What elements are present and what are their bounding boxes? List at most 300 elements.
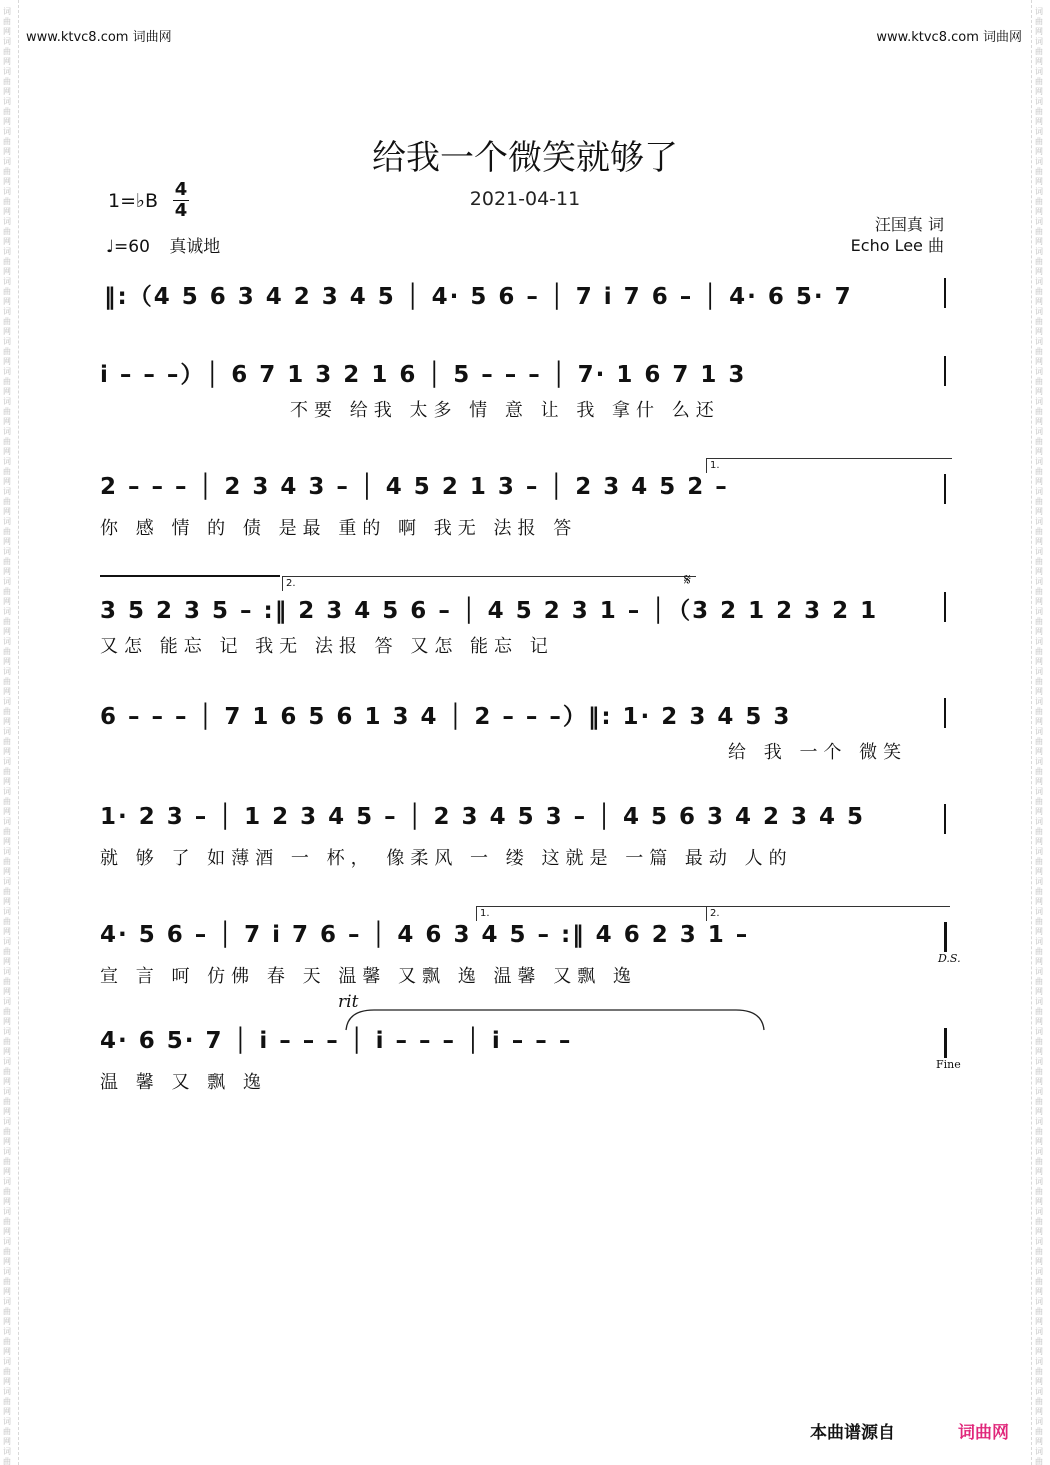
side-watermark-char: 词 [1035,1027,1043,1036]
final-barline [944,922,947,952]
side-watermark-char: 曲 [3,707,11,716]
segno-sign: 𝄋 [684,570,691,589]
side-watermark-char: 词 [3,1297,11,1306]
notation-row-3: 2 – – – │ 2 3 4 3 – │ 4 5 2 1 3 – │ 2 3 4 5 2 – [100,474,729,500]
side-watermark-char: 曲 [3,227,11,236]
notation-row-1: ‖:（4 5 6 3 4 2 3 4 5 │ 4· 5 6 – │ 7 i 7 6 – │ 4· 6 5· 7 [104,284,853,310]
side-watermark-char: 网 [1035,1437,1043,1446]
side-watermark-char: 网 [1035,807,1043,816]
side-watermark-char: 曲 [3,377,11,386]
side-watermark-char: 曲 [3,557,11,566]
side-watermark-char: 词 [3,397,11,406]
side-watermark-char: 词 [1035,1297,1043,1306]
side-watermark-char: 词 [1035,1117,1043,1126]
side-watermark-char: 词 [1035,37,1043,46]
side-watermark-char: 网 [3,237,11,246]
side-watermark-char: 曲 [3,677,11,686]
time-signature [172,180,190,221]
side-watermark-char: 网 [3,1017,11,1026]
notation-row-7: 4· 5 6 – │ 7 i 7 6 – │ 4 6 3 4 5 – :‖ 4 6 2 3 1 – [100,922,750,948]
side-watermark-char: 词 [3,97,11,106]
lyrics-row-5: 给 我 一个 微笑 [728,742,908,763]
side-watermark-char: 词 [3,1087,11,1096]
lyrics-row-7: 宣 言 呵 仿佛 春 天 温馨 又飘 逸 温馨 又飘 逸 [100,966,637,987]
side-watermark-char: 词 [3,847,11,856]
side-watermark-char: 网 [3,717,11,726]
side-watermark-char: 曲 [3,1367,11,1376]
side-watermark-char: 网 [1035,27,1043,36]
side-watermark-char: 曲 [3,257,11,266]
side-watermark-char: 词 [3,1387,11,1396]
side-watermark-char: 网 [1035,1047,1043,1056]
side-watermark-char: 词 [1035,427,1043,436]
side-watermark-char: 曲 [1035,137,1043,146]
side-watermark-char: 网 [3,207,11,216]
side-watermark-char: 词 [3,1117,11,1126]
side-watermark-char: 曲 [1035,407,1043,416]
side-watermark-char: 曲 [1035,1247,1043,1256]
side-watermark-char: 曲 [1035,167,1043,176]
side-watermark-char: 曲 [3,467,11,476]
side-watermark-char: 网 [3,297,11,306]
side-watermark-char: 曲 [3,617,11,626]
side-watermark-char: 曲 [1035,377,1043,386]
side-watermark-char: 网 [3,27,11,36]
side-watermark-char: 网 [1035,1377,1043,1386]
side-watermark-char: 曲 [1035,587,1043,596]
side-watermark-char: 词 [3,547,11,556]
side-watermark-char: 曲 [1035,1067,1043,1076]
notation-row-2: i – – –）│ 6 7 1 3 2 1 6 │ 5 – – – │ 7· 1 6 7 1 3 [100,362,747,388]
side-watermark-char: 网 [1035,477,1043,486]
side-watermark-char: 曲 [3,137,11,146]
side-watermark-char: 词 [1035,967,1043,976]
side-watermark-char: 曲 [1035,737,1043,746]
side-watermark-char: 网 [1035,1197,1043,1206]
side-watermark-char: 网 [3,1257,11,1266]
side-watermark-char: 词 [3,1147,11,1156]
side-watermark-char: 曲 [1035,1277,1043,1286]
side-watermark-char: 词 [3,1447,11,1456]
side-watermark-char: 网 [3,807,11,816]
side-watermark-char: 曲 [1035,977,1043,986]
side-watermark-char: 曲 [1035,1397,1043,1406]
side-watermark-char: 词 [1035,727,1043,736]
side-watermark-char: 词 [1035,1387,1043,1396]
footer-source-label: 本曲谱源自 [810,1423,895,1443]
side-watermark-char: 曲 [1035,887,1043,896]
side-watermark-char: 曲 [3,857,11,866]
side-watermark-char: 词 [3,1267,11,1276]
side-watermark-char: 网 [1035,1227,1043,1236]
side-watermark-char: 网 [1035,267,1043,276]
side-watermark-char: 曲 [1035,647,1043,656]
barline [944,804,946,834]
side-watermark-char: 曲 [1035,437,1043,446]
volta-continuation-line [100,575,280,577]
side-watermark-char: 网 [1035,417,1043,426]
side-watermark-char: 网 [1035,57,1043,66]
side-watermark-char: 词 [1035,517,1043,526]
side-watermark-char: 词 [3,577,11,586]
side-watermark-char: 曲 [3,977,11,986]
side-watermark-char: 网 [1035,567,1043,576]
side-watermark-char: 网 [1035,537,1043,546]
side-watermark-char: 曲 [1035,527,1043,536]
side-watermark-char: 网 [1035,177,1043,186]
side-watermark-char: 词 [1035,67,1043,76]
side-watermark-char: 网 [1035,657,1043,666]
barline [944,356,946,386]
lyrics-row-3: 你 感 情 的 债 是最 重的 啊 我无 法报 答 [100,518,578,539]
barline [944,698,946,728]
side-watermark-char: 词 [3,37,11,46]
side-watermark-char: 曲 [1035,827,1043,836]
time-signature-bottom: 4 [174,200,188,221]
side-watermark-char: 曲 [1035,497,1043,506]
header-site-right[interactable]: www.ktvc8.com 词曲网 [876,30,1022,45]
side-watermark-char: 词 [3,487,11,496]
side-watermark-char: 词 [3,1417,11,1426]
side-watermark-char: 词 [3,1237,11,1246]
side-watermark-char: 词 [1035,1057,1043,1066]
side-watermark-char: 词 [1035,1327,1043,1336]
side-watermark-char: 曲 [1035,1367,1043,1376]
side-watermark-char: 词 [3,247,11,256]
side-watermark-char: 词 [3,1207,11,1216]
side-watermark-char: 网 [3,597,11,606]
side-watermark-char: 词 [1035,487,1043,496]
side-watermark-char: 曲 [3,1277,11,1286]
barline [944,278,946,308]
side-watermark-char: 网 [3,957,11,966]
side-watermark-char: 曲 [1035,797,1043,806]
side-watermark-char: 网 [1035,327,1043,336]
side-watermark-char: 词 [1035,337,1043,346]
side-watermark-char: 词 [3,187,11,196]
side-watermark-char: 词 [3,367,11,376]
side-watermark-char: 网 [3,537,11,546]
side-watermark-char: 词 [1035,907,1043,916]
side-watermark-char: 词 [1035,7,1043,16]
side-watermark-char: 曲 [3,827,11,836]
side-watermark-char: 词 [1035,607,1043,616]
side-watermark-char: 网 [1035,1257,1043,1266]
side-watermark-char: 网 [1035,957,1043,966]
side-watermark-char: 词 [3,787,11,796]
side-watermark-char: 词 [1035,97,1043,106]
side-watermark-char: 词 [1035,1237,1043,1246]
side-watermark-char: 网 [3,657,11,666]
side-watermark-char: 词 [3,727,11,736]
side-watermark-char: 网 [1035,1317,1043,1326]
side-watermark-char: 曲 [3,1427,11,1436]
volta-2-bracket-b: 2. [706,906,950,921]
side-watermark-char: 词 [1035,397,1043,406]
side-watermark-char: 网 [1035,117,1043,126]
song-date: 2021-04-11 [469,188,581,210]
side-watermark-char: 曲 [1035,317,1043,326]
side-watermark-char: 网 [3,1197,11,1206]
side-watermark-char: 网 [3,1047,11,1056]
left-watermark-column [0,0,19,1465]
side-watermark-char: 词 [1035,1177,1043,1186]
side-watermark-char: 词 [1035,217,1043,226]
side-watermark-char: 曲 [3,497,11,506]
side-watermark-char: 词 [3,1027,11,1036]
side-watermark-char: 网 [1035,1017,1043,1026]
side-watermark-char: 词 [3,7,11,16]
lyrics-row-4: 又怎 能忘 记 我无 法报 答 又怎 能忘 记 [100,636,554,657]
side-watermark-char: 曲 [1035,17,1043,26]
side-watermark-char: 网 [3,477,11,486]
side-watermark-char: 词 [3,217,11,226]
side-watermark-char: 词 [1035,577,1043,586]
time-signature-top: 4 [174,179,188,200]
notation-row-8: 4· 6 5· 7 │ i – – – │ i – – – │ i – – – [100,1028,573,1054]
side-watermark-char: 网 [1035,357,1043,366]
side-watermark-char: 网 [3,57,11,66]
side-watermark-char: 网 [3,147,11,156]
side-watermark-char: 曲 [3,47,11,56]
side-watermark-char: 词 [3,817,11,826]
side-watermark-char: 词 [1035,307,1043,316]
side-watermark-char: 网 [1035,717,1043,726]
side-watermark-char: 曲 [3,77,11,86]
side-watermark-char: 曲 [1035,917,1043,926]
side-watermark-char: 曲 [1035,1157,1043,1166]
side-watermark-char: 曲 [1035,347,1043,356]
lyrics-row-2: 不要 给我 太多 情 意 让 我 拿什 么还 [290,400,720,421]
side-watermark-char: 网 [1035,1347,1043,1356]
side-watermark-char: 网 [1035,927,1043,936]
side-watermark-char: 曲 [3,1397,11,1406]
side-watermark-char: 曲 [3,647,11,656]
side-watermark-char: 曲 [3,1337,11,1346]
side-watermark-char: 词 [1035,277,1043,286]
side-watermark-char: 曲 [3,347,11,356]
side-watermark-char: 词 [3,907,11,916]
side-watermark-char: 网 [1035,777,1043,786]
expression-marking: 真诚地 [169,237,221,257]
side-watermark-char: 词 [1035,247,1043,256]
side-watermark-char: 网 [3,1407,11,1416]
side-watermark-char: 曲 [3,527,11,536]
notation-row-4: 3 5 2 3 5 – :‖ 2 3 4 5 6 – │ 4 5 2 3 1 – │（3 2 1 2 3 2 1 [100,598,879,624]
side-watermark-char: 网 [3,627,11,636]
song-title: 给我一个微笑就够了 [372,138,678,178]
side-watermark-char: 曲 [1035,227,1043,236]
side-watermark-char: 词 [1035,787,1043,796]
side-watermark-char: 词 [1035,1447,1043,1456]
side-watermark-char: 网 [3,837,11,846]
side-watermark-char: 网 [3,777,11,786]
side-watermark-char: 词 [3,1357,11,1366]
key-signature: 1=♭B [108,190,159,212]
side-watermark-char: 网 [1035,147,1043,156]
volta-1-bracket: 1. [706,458,952,473]
tempo-marking [106,232,220,257]
side-watermark-char: 词 [1035,817,1043,826]
side-watermark-char: 词 [1035,877,1043,886]
side-watermark-char: 词 [3,697,11,706]
side-watermark-char: 词 [1035,1207,1043,1216]
side-watermark-char: 曲 [1035,677,1043,686]
notation-row-5: 6 – – – │ 7 1 6 5 6 1 3 4 │ 2 – – –）‖: 1· 2 3 4 5 3 [100,704,792,730]
lyricist-credit: 汪国真 词 [874,215,944,234]
side-watermark-char: 网 [3,567,11,576]
side-watermark-char: 网 [1035,747,1043,756]
side-watermark-char: 曲 [1035,707,1043,716]
side-watermark-char: 曲 [1035,617,1043,626]
side-watermark-char: 曲 [1035,107,1043,116]
side-watermark-char: 曲 [1035,77,1043,86]
side-watermark-char: 网 [3,417,11,426]
side-watermark-char: 网 [3,177,11,186]
side-watermark-char: 曲 [3,947,11,956]
volta-1-bracket-b: 1. [476,906,706,921]
side-watermark-char: 网 [3,987,11,996]
side-watermark-char: 曲 [1035,467,1043,476]
side-watermark-char: 曲 [3,1007,11,1016]
side-watermark-char: 网 [3,1077,11,1086]
side-watermark-char: 网 [3,1317,11,1326]
side-watermark-char: 曲 [1035,1037,1043,1046]
side-watermark-char: 曲 [3,797,11,806]
side-watermark-char: 曲 [3,887,11,896]
side-watermark-char: 词 [3,757,11,766]
side-watermark-char: 曲 [3,1037,11,1046]
fine-barline [944,1028,947,1058]
side-watermark-char: 曲 [1035,557,1043,566]
fine-marking: Fine [936,1058,961,1071]
side-watermark-char: 网 [3,1377,11,1386]
side-watermark-char: 词 [3,427,11,436]
side-watermark-char: 词 [3,457,11,466]
side-watermark-char: 词 [3,307,11,316]
side-watermark-char: 网 [1035,987,1043,996]
side-watermark-char: 词 [3,937,11,946]
side-watermark-char: 网 [1035,1407,1043,1416]
side-watermark-char: 网 [3,387,11,396]
side-watermark-char: 网 [3,87,11,96]
side-watermark-char: 词 [1035,1147,1043,1156]
side-watermark-char: 曲 [1035,767,1043,776]
side-watermark-char: 词 [1035,637,1043,646]
side-watermark-char: 词 [1035,547,1043,556]
side-watermark-char: 曲 [3,1307,11,1316]
volta-2-bracket: 2. [282,576,696,591]
side-watermark-char: 网 [1035,237,1043,246]
side-watermark-char: 网 [3,1137,11,1146]
side-watermark-char: 词 [3,337,11,346]
side-watermark-char: 词 [3,877,11,886]
side-watermark-char: 曲 [1035,947,1043,956]
side-watermark-char: 网 [3,1167,11,1176]
side-watermark-char: 曲 [1035,1217,1043,1226]
side-watermark-char: 词 [3,157,11,166]
composer-credit: Echo Lee 曲 [850,236,944,255]
side-watermark-char: 网 [3,867,11,876]
side-watermark-char: 词 [3,997,11,1006]
side-watermark-char: 词 [1035,847,1043,856]
side-watermark-char: 曲 [3,17,11,26]
side-watermark-char: 曲 [1035,1187,1043,1196]
side-watermark-char: 网 [3,1107,11,1116]
side-watermark-char: 曲 [3,1187,11,1196]
side-watermark-char: 词 [3,127,11,136]
side-watermark-char: 词 [1035,1267,1043,1276]
side-watermark-char: 曲 [1035,287,1043,296]
side-watermark-char: 网 [1035,1167,1043,1176]
rit-marking: rit [338,992,359,1012]
side-watermark-char: 网 [3,357,11,366]
side-watermark-char: 网 [1035,837,1043,846]
side-watermark-char: 网 [3,447,11,456]
side-watermark-char: 曲 [3,107,11,116]
side-watermark-char: 曲 [3,587,11,596]
side-watermark-char: 词 [3,637,11,646]
side-watermark-char: 网 [1035,867,1043,876]
side-watermark-char: 曲 [1035,1427,1043,1436]
side-watermark-char: 网 [1035,627,1043,636]
side-watermark-char: 网 [1035,1137,1043,1146]
side-watermark-char: 词 [1035,1357,1043,1366]
barline [944,474,946,504]
side-watermark-char: 曲 [1035,1127,1043,1136]
side-watermark-char: 词 [1035,127,1043,136]
side-watermark-char: 词 [1035,697,1043,706]
side-watermark-char: 曲 [1035,1097,1043,1106]
side-watermark-char: 词 [1035,937,1043,946]
side-watermark-char: 曲 [3,767,11,776]
side-watermark-char: 曲 [1035,257,1043,266]
side-watermark-char: 词 [3,67,11,76]
side-watermark-char: 网 [3,687,11,696]
side-watermark-char: 曲 [1035,1307,1043,1316]
side-watermark-char: 曲 [3,1217,11,1226]
side-watermark-char: 网 [3,1287,11,1296]
side-watermark-char: 曲 [3,317,11,326]
side-watermark-char: 词 [1035,457,1043,466]
side-watermark-char: 词 [1035,667,1043,676]
side-watermark-char: 网 [3,927,11,936]
side-watermark-char: 网 [1035,297,1043,306]
side-watermark-char: 曲 [3,287,11,296]
barline [944,592,946,622]
side-watermark-char: 网 [1035,597,1043,606]
side-watermark-char: 网 [1035,897,1043,906]
side-watermark-char: 词 [3,1057,11,1066]
side-watermark-char: 曲 [1035,857,1043,866]
side-watermark-char: 词 [1035,367,1043,376]
side-watermark-char: 曲 [3,167,11,176]
side-watermark-char: 曲 [3,1457,11,1465]
side-watermark-char: 网 [1035,387,1043,396]
right-watermark-column [1031,0,1050,1465]
lyrics-row-8: 温 馨 又 飘 逸 [100,1072,267,1093]
side-watermark-char: 网 [3,507,11,516]
side-watermark-char: 网 [1035,87,1043,96]
header-site-left[interactable]: www.ktvc8.com 词曲网 [26,30,172,45]
footer-site-link[interactable]: 词曲网 [958,1423,1009,1443]
side-watermark-char: 网 [3,1437,11,1446]
side-watermark-char: 网 [3,327,11,336]
side-watermark-char: 网 [3,897,11,906]
side-watermark-char: 词 [1035,1087,1043,1096]
side-watermark-char: 网 [1035,1287,1043,1296]
side-watermark-char: 曲 [1035,47,1043,56]
